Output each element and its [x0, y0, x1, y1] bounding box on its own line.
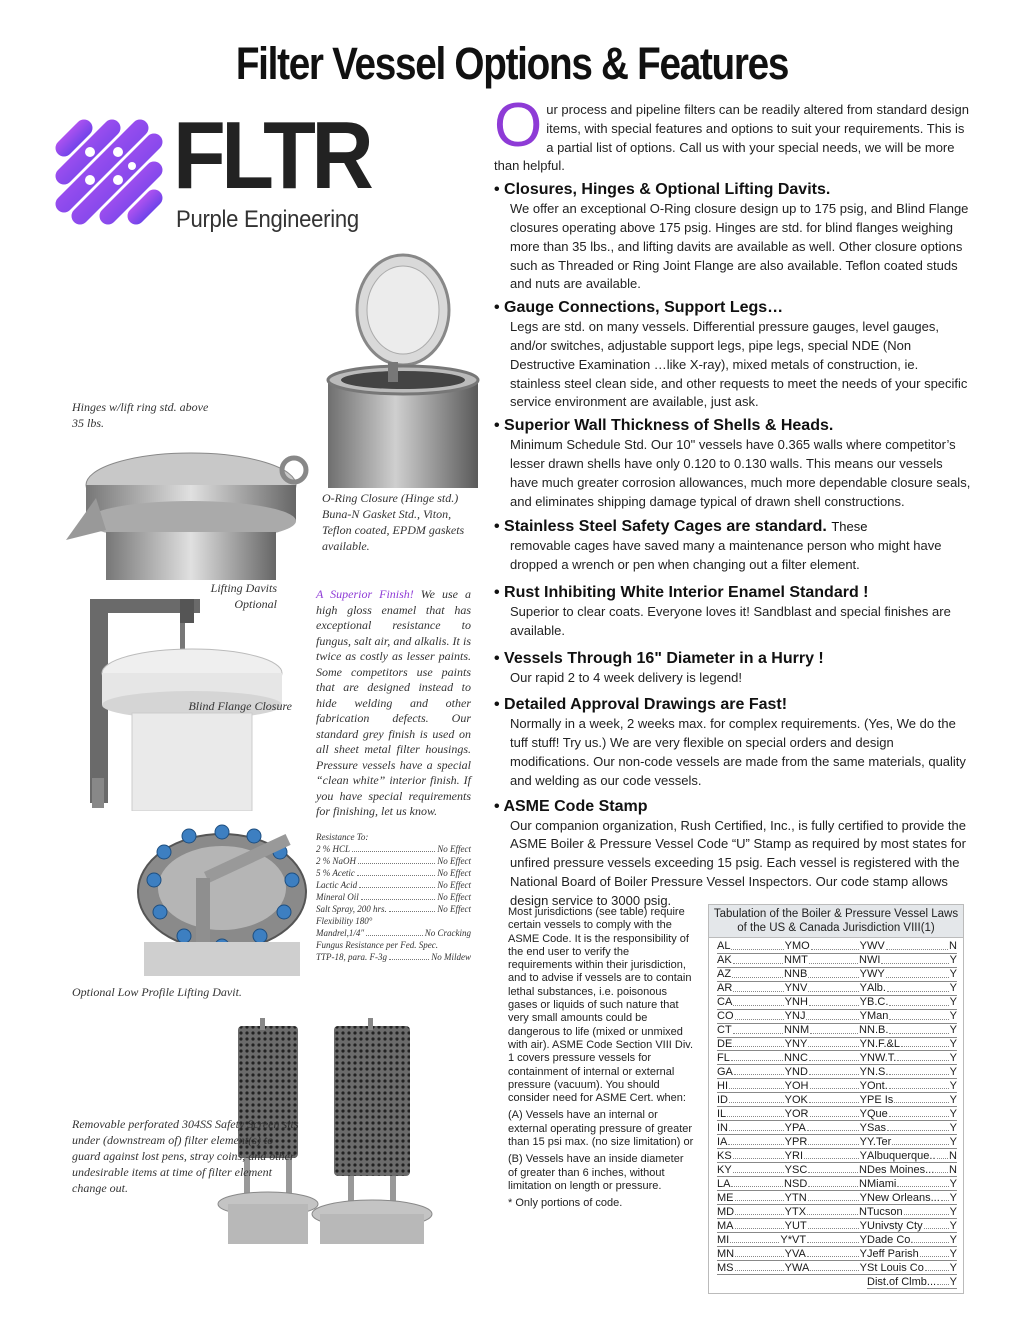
caption-blind: Blind Flange Closure	[188, 699, 292, 713]
table-row: MN Y	[717, 1247, 792, 1260]
oring-closure-photo	[318, 252, 488, 490]
table-row: Man Y	[867, 1009, 957, 1022]
table-row: AR Y	[717, 981, 792, 994]
table-row: WI Y	[867, 953, 957, 966]
table-row: KY Y	[717, 1163, 792, 1176]
section-heading: • Rust Inhibiting White Interior Enamel Standard !	[494, 583, 869, 601]
table-row: Dist.of Clmb... Y	[867, 1275, 957, 1288]
resistance-row: 2 % HCL No Effect	[316, 844, 471, 854]
table-row: Que Y	[867, 1107, 957, 1120]
table-row: TX N	[792, 1205, 867, 1218]
table-body	[708, 938, 964, 1294]
table-row: IN Y	[717, 1121, 792, 1134]
section-heading: • Gauge Connections, Support Legs…	[494, 299, 784, 317]
table-row: IL Y	[717, 1107, 792, 1120]
caption-davits: Lifting Davits Optional	[210, 581, 277, 611]
table-row: PR Y	[792, 1135, 867, 1148]
resistance-row: 2 % NaOH No Effect	[316, 856, 471, 866]
table-row: MD Y	[717, 1205, 792, 1218]
table-row: PA Y	[792, 1121, 867, 1134]
section-heading: • Stainless Steel Safety Cages are standard. These	[494, 518, 868, 536]
table-row: CA Y	[717, 995, 792, 1008]
table-row: Des Moines... N	[867, 1163, 957, 1176]
table-row: Jeff Parish Y	[867, 1247, 957, 1260]
section-body: Superior to clear coats. Everyone loves it! Sandblast and special finishes are available.	[510, 603, 951, 638]
table-row: WA Y	[792, 1261, 867, 1274]
table-column	[792, 941, 867, 1291]
table-row: IA Y	[717, 1135, 792, 1148]
section-heading: • Superior Wall Thickness of Shells & Heads.	[494, 417, 834, 435]
drop-cap: O	[494, 91, 543, 160]
table-row: OR Y	[792, 1107, 867, 1120]
table-row: MS Y	[717, 1261, 792, 1274]
table-row: N.B. Y	[867, 1023, 957, 1036]
logo-wordmark: FLTR	[173, 102, 370, 209]
table-row: OH Y	[792, 1079, 867, 1092]
section-heading: • ASME Code Stamp	[494, 797, 648, 815]
caption-hinges: Hinges w/lift ring std. above 35 lbs.	[72, 400, 209, 430]
table-row: VA Y	[792, 1247, 867, 1260]
table-row: SC N	[792, 1163, 867, 1176]
table-row: CT N	[717, 1023, 792, 1036]
table-row: HI Y	[717, 1079, 792, 1092]
table-row: WY Y	[867, 967, 957, 980]
table-row: LA N	[717, 1177, 792, 1190]
page-title: Filter Vessel Options & Features	[235, 38, 789, 89]
section-body: Our rapid 2 to 4 week delivery is legend!	[510, 669, 742, 685]
section-body: Minimum Schedule Std. Our 10" vessels have 0.365 walls where competitor’s lesser drawn shells have only 0.120 to 0.130 walls. This means our vessels have much greater corrosion allowances, much more dependable closure seals, and eliminates shipping damage typical of drawn shell constructions.	[510, 437, 971, 509]
table-row: NC Y	[792, 1051, 867, 1064]
caption-lowprofile: Optional Low Profile Lifting Davit.	[72, 985, 242, 999]
table-row: AK N	[717, 953, 792, 966]
blind-flange-davit-photo	[72, 583, 304, 811]
table-row: ME Y	[717, 1191, 792, 1204]
table-row: FL N	[717, 1051, 792, 1064]
table-row: CO Y	[717, 1009, 792, 1022]
table-row: New Orleans... Y	[867, 1191, 957, 1204]
table-row: Y.Ter Y	[867, 1135, 957, 1148]
table-row: KS Y	[717, 1149, 792, 1162]
table-row: MO Y	[792, 940, 867, 952]
intro-text: ur process and pipeline filters can be readily altered from standard design items, with special features and options to suit your requirements. This is a partial list of options. Call us with your special needs, we will be more than helpful.	[494, 102, 969, 174]
section-body: Our companion organization, Rush Certified, Inc., is fully certified to provide the ASME Boiler & Pressure Vessel Code “U” Stamp as required by most states for unfired pressure vessels exceeding 15 psig. Each vessel is registered with the National Board of Boiler Pressure Vessel Inspectors. Our code stamp allows design service to 3000 psig.	[510, 817, 966, 908]
table-row: ND Y	[792, 1065, 867, 1078]
intro-paragraph	[494, 91, 972, 176]
table-row: MA Y	[717, 1219, 792, 1232]
caption-screen: Removable perforated 304SS Safety Screen sits under (downstream of) filter element(s) to guard against lost pens, stray coins, and other undesirable items at time of filter element change out.	[72, 1117, 299, 1195]
jurisdiction-table	[708, 904, 964, 1294]
fltr-logo	[50, 102, 380, 233]
table-column	[867, 941, 957, 1291]
low-profile-davit-photo	[134, 822, 310, 976]
jurisdiction-notes: Most jurisdictions (see table) require certain vessels to comply with the ASME Code. It is the responsibility of the end user to verify the requirements within their jurisdiction, and to advise if vessels are to contain lethal substances, i.e. poisonous gases or liquids of such nature that very small amounts could be dangerous to life (mixed or unmixed with air). ASME Code Section VIII Div. 1 covers pressure vessels for containment of internal or external pressure (vacuum). You should consider need for ASME Cert. when: (A) Vessels have an internal or external operating pressure of greater than 15 psi max. (no size limitation) or (B) Vessels have an inside diameter of greater than 6 inches, without limitation on length or pressure. * Only portions of code.	[508, 906, 694, 1210]
table-row: ID Y	[717, 1093, 792, 1106]
table-row: UT Y	[792, 1219, 867, 1232]
table-row: SD N	[792, 1177, 867, 1190]
section-body: removable cages have saved many a maintenance person who might have dropped a wrench or pen when changing out a filter element.	[510, 538, 942, 573]
table-row: NY Y	[792, 1037, 867, 1050]
table-row: N.F.&L Y	[867, 1037, 957, 1050]
table-row: Univsty Cty Y	[867, 1219, 957, 1232]
logo-subtitle: Purple Engineering	[176, 206, 359, 233]
caption-oring: O-Ring Closure (Hinge std.) Buna-N Gasket Std., Viton, Teflon coated, EPDM gaskets available.	[322, 491, 465, 553]
table-row: OK Y	[792, 1093, 867, 1106]
table-row: TN Y	[792, 1191, 867, 1204]
section-body: We offer an exceptional O-Ring closure design up to 175 psig, and Blind Flange closures operating above 175 psig. Hinges are std. for blind flanges weighing more than 35 lbs., and lifting davits are available as well. Other closure options such as Threaded or Ring Joint Flange are also available. Teflon coated studs and nuts are available.	[510, 201, 969, 292]
resistance-row: 5 % Acetic No Effect	[316, 868, 471, 878]
section-body: Legs are std. on many vessels. Differential pressure gauges, level gauges, and/or switches, adjustable support legs, pipe legs, special NDE (Non Destructive Examination …like X-ray), mixed metals of construction, ie. stainless steel clean side, and other requests to meet the needs of your specific service environment are available, just ask.	[510, 319, 968, 410]
table-row: N.S. Y	[867, 1065, 957, 1078]
table-row: NW.T. Y	[867, 1051, 957, 1064]
features-column	[494, 91, 972, 911]
table-header: Tabulation of the Boiler & Pressure Vessel Laws of the US & Canada Jurisdiction VIII(1)	[708, 904, 964, 938]
resistance-list: Resistance To: 2 % HCL No Effect 2 % NaOH No Effect 5 % Acetic No Effect Lactic Acid No Effect Mineral Oil No Effect Salt Spray, 200 hrs. No Effect Flexibility 180° Mandrel,1/4" No Cracking Fungus Resistance per Fed. Spec. TTP-18, para. F-3g No Mildew	[316, 832, 471, 962]
table-row: GA Y	[717, 1065, 792, 1078]
section-heading: • Closures, Hinges & Optional Lifting Davits.	[494, 181, 831, 199]
table-row: Miami Y	[867, 1177, 957, 1190]
resistance-row: Salt Spray, 200 hrs. No Effect	[316, 904, 471, 914]
logo-mark-icon	[50, 118, 168, 230]
table-row: PE Is Y	[867, 1093, 957, 1106]
section-heading: • Detailed Approval Drawings are Fast!	[494, 696, 788, 714]
table-row: NV Y	[792, 981, 867, 994]
table-row: B.C. Y	[867, 995, 957, 1008]
table-row: VT Y	[792, 1233, 867, 1246]
superior-finish-note: A Superior Finish! We use a high gloss enamel that has exceptional resistance to fungus, salt air, and alkalis. It is twice as costly as lesser paints. Some competitors use paints that are designed instead to hide welding and other fabrication defects. Our standard grey finish is used on all sheet metal filter housings. Pressure vessels have a special “clean white” interior finish. If you have special requirements for finishing, let us know.	[316, 587, 471, 818]
table-row: NH Y	[792, 995, 867, 1008]
table-row: DE Y	[717, 1037, 792, 1050]
table-row: Ont. Y	[867, 1079, 957, 1092]
table-row: NM N	[792, 1023, 867, 1036]
table-row: Alb. Y	[867, 981, 957, 994]
table-row: Tucson Y	[867, 1205, 957, 1218]
table-row: St Louis Co Y	[867, 1261, 957, 1274]
table-row: RI Y	[792, 1149, 867, 1162]
table-row: Dade Co. Y	[867, 1233, 957, 1246]
table-row: MT N	[792, 953, 867, 966]
table-row: AL Y	[717, 940, 792, 952]
table-row: NB Y	[792, 967, 867, 980]
section-heading: • Vessels Through 16" Diameter in a Hurry !	[494, 649, 824, 667]
table-row: AZ N	[717, 967, 792, 980]
table-row: Sas Y	[867, 1121, 957, 1134]
resistance-row: Mineral Oil No Effect	[316, 892, 471, 902]
table-row: NJ Y	[792, 1009, 867, 1022]
resistance-row: Lactic Acid No Effect	[316, 880, 471, 890]
hinged-flange-photo	[66, 440, 316, 580]
table-column	[717, 941, 792, 1291]
table-row: Albuquerque.. N	[867, 1149, 957, 1162]
table-row: MI Y*	[717, 1233, 792, 1246]
section-body: Normally in a week, 2 weeks max. for complex requirements. (Yes, We do the tuff stuff! Try us.) We are very flexible on special orders and design modifications. Our non-code vessels are made from the same materials, quality and welding as our code vessels.	[510, 716, 966, 788]
table-row: WV N	[867, 940, 957, 952]
